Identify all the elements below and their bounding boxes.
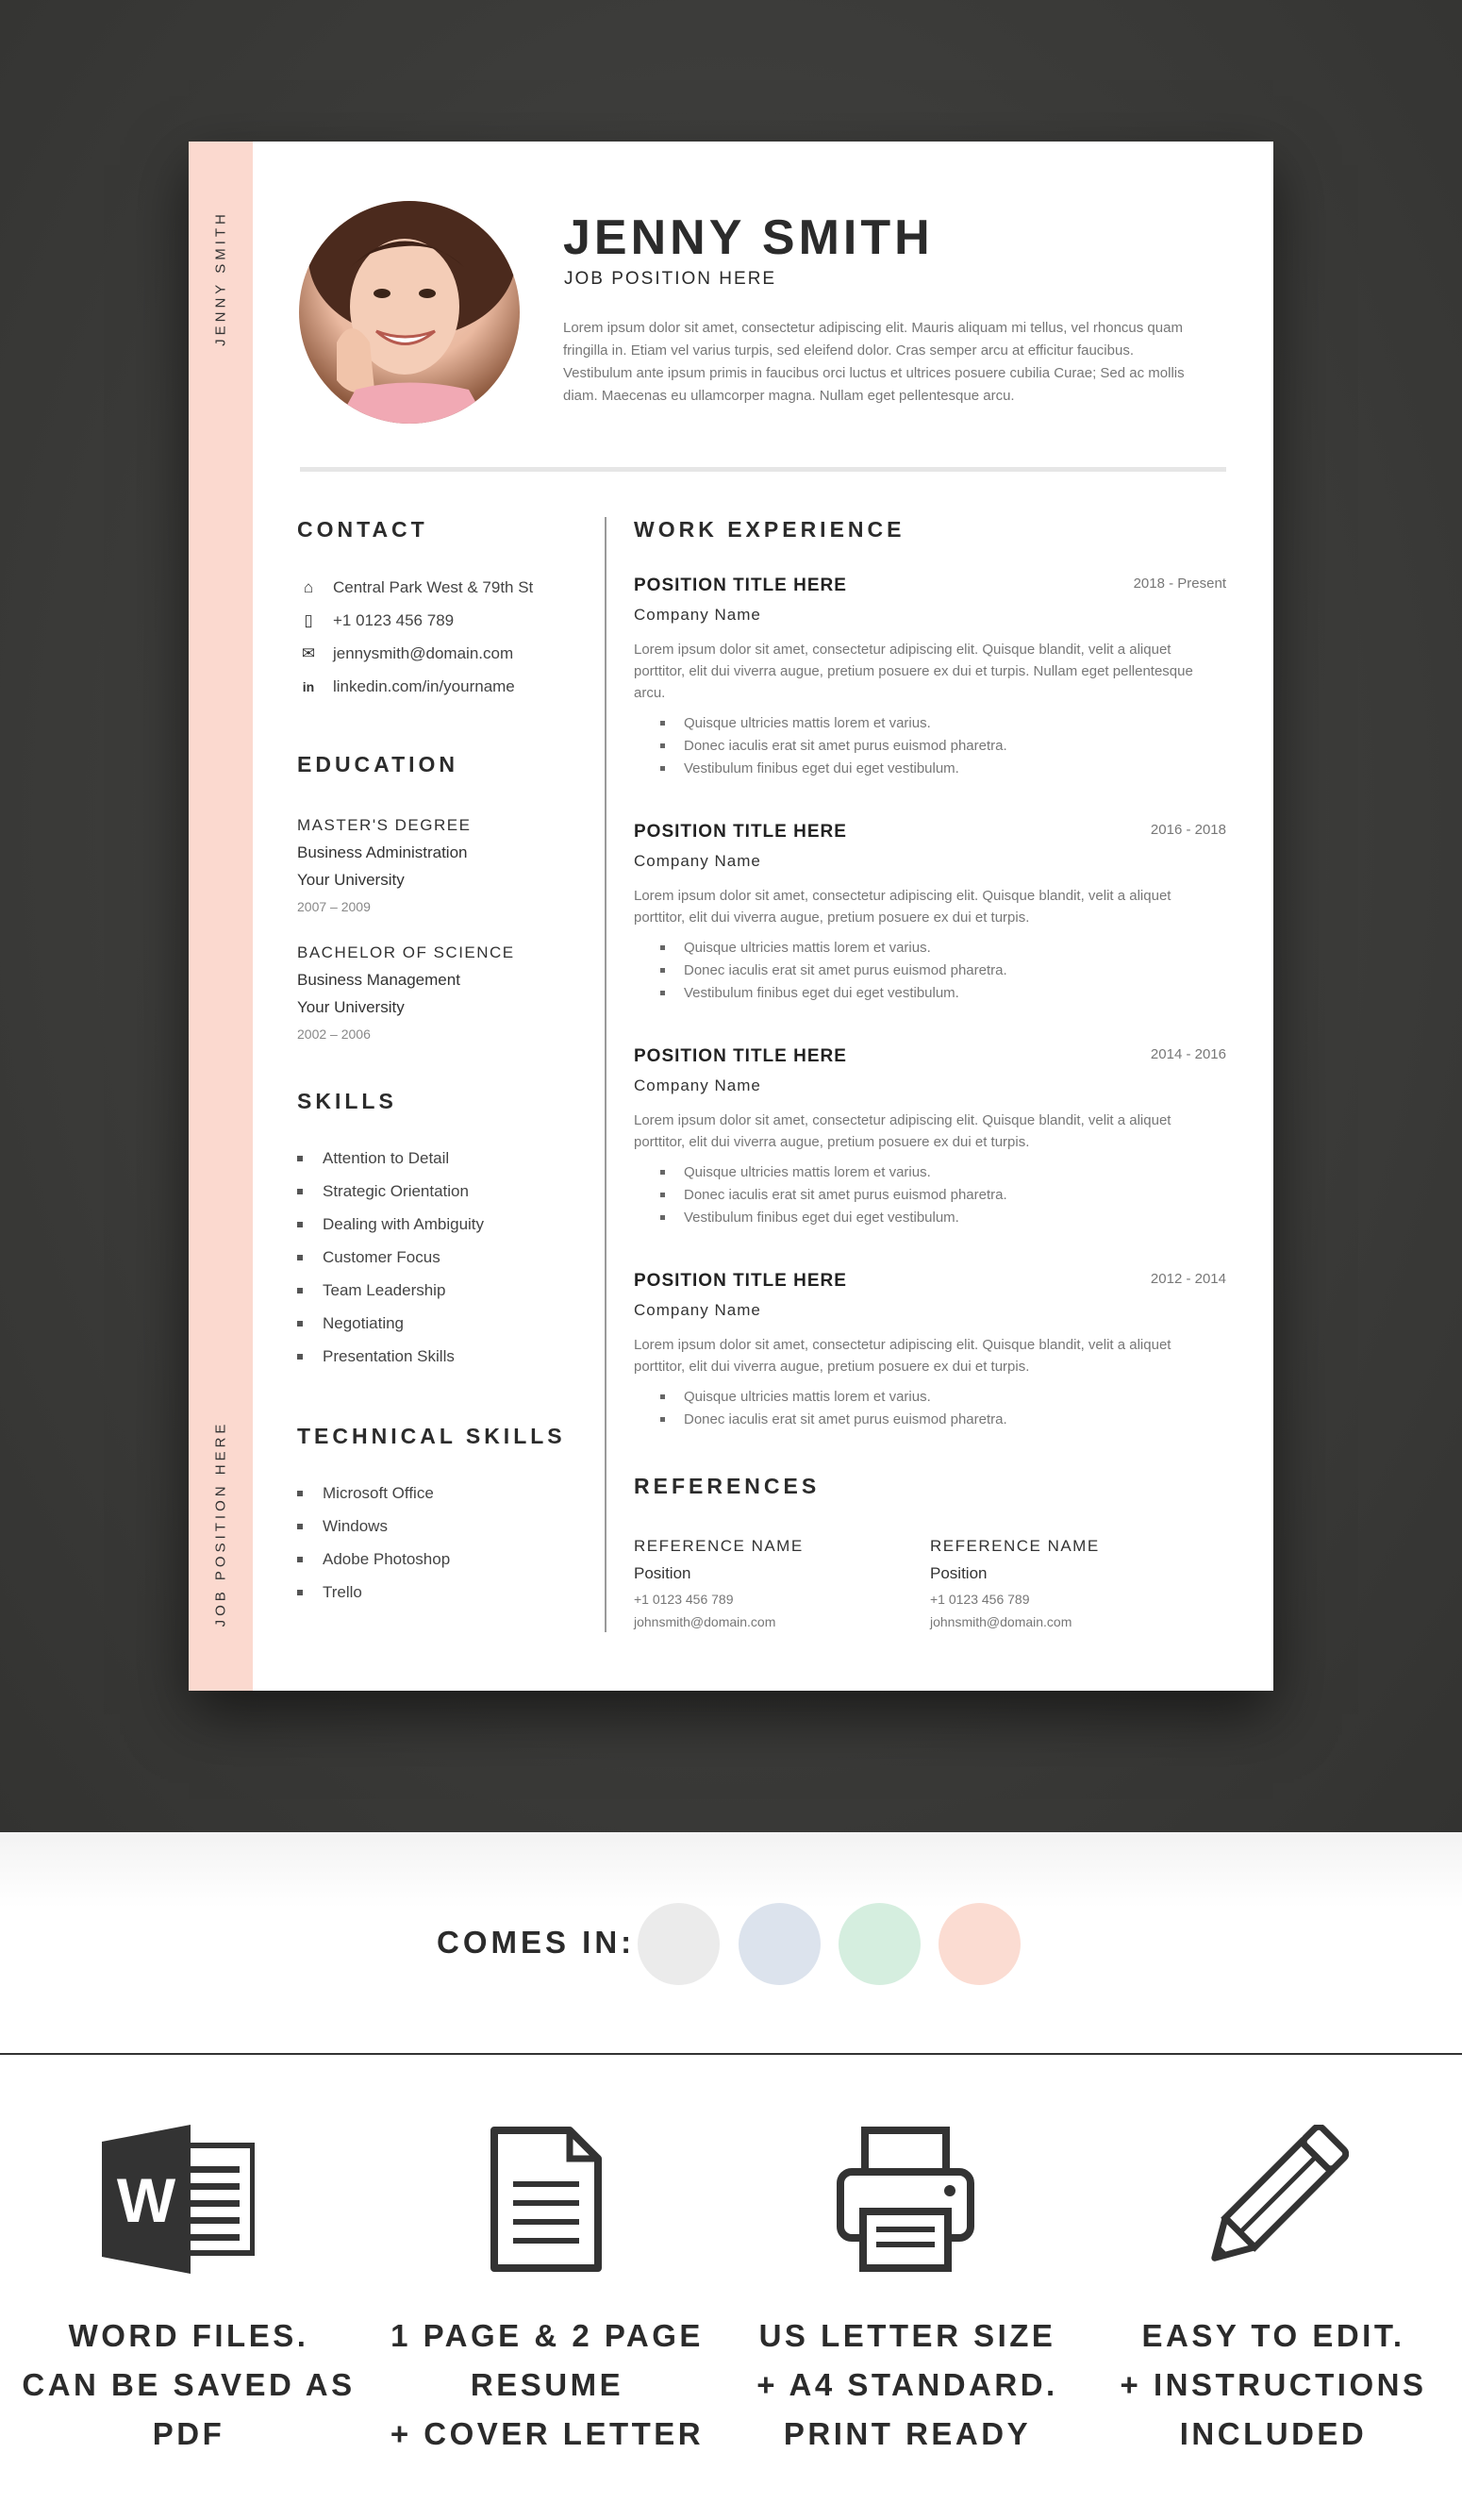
skills-heading: SKILLS	[297, 1089, 397, 1113]
reference-name: REFERENCE NAME	[930, 1537, 1100, 1555]
profile-photo	[299, 201, 520, 424]
contact-linkedin: in linkedin.com/in/yourname	[299, 677, 515, 696]
job-bullet: Vestibulum finibus eget dui eget vestibulum.	[660, 760, 959, 776]
work-experience-heading: WORK EXPERIENCE	[634, 517, 905, 542]
reference-email: johnsmith@domain.com	[930, 1614, 1072, 1629]
section-divider	[0, 2053, 1462, 2055]
pencil-icon	[1198, 2125, 1349, 2278]
education-degree: BACHELOR OF SCIENCE	[297, 943, 515, 961]
color-swatch-green[interactable]	[839, 1903, 921, 1985]
company-name: Company Name	[634, 852, 761, 870]
resume-sheet	[189, 142, 1273, 1691]
document-icon	[489, 2125, 604, 2278]
education-degree: MASTER'S DEGREE	[297, 816, 472, 834]
skill-item: Negotiating	[297, 1314, 404, 1333]
job-title: POSITION TITLE HERE	[634, 576, 847, 595]
education-field: Business Administration	[297, 843, 468, 861]
reference-position: Position	[930, 1564, 988, 1582]
reference-phone: +1 0123 456 789	[634, 1592, 734, 1607]
feature-easy-edit: EASY TO EDIT. + INSTRUCTIONS INCLUDED	[1120, 2318, 1427, 2451]
job-description: Lorem ipsum dolor sit amet, consectetur adipiscing elit. Quisque blandit, velit a aliquet porttitor, elit dui viverra augue, pretium posuere ex dui et turpis.	[634, 888, 1171, 926]
contact-address: ⌂ Central Park West & 79th St	[299, 578, 533, 597]
column-divider	[605, 517, 606, 1632]
linkedin-icon: in	[302, 679, 315, 694]
contact-heading: CONTACT	[297, 517, 428, 542]
skill-item: Strategic Orientation	[297, 1182, 469, 1201]
technical-skill-item: Trello	[297, 1583, 362, 1602]
skill-item: Team Leadership	[297, 1281, 445, 1300]
feature-print-size: US LETTER SIZE + A4 STANDARD. PRINT READY	[756, 2318, 1058, 2451]
backdrop-fade	[0, 1832, 1462, 1908]
envelope-icon: ✉	[301, 644, 316, 662]
side-name: JENNY SMITH	[212, 210, 229, 346]
feature-page-options: 1 PAGE & 2 PAGE RESUME + COVER LETTER	[390, 2318, 705, 2451]
word-icon	[102, 2125, 255, 2278]
phone-icon: ▯	[304, 611, 313, 629]
reference-phone: +1 0123 456 789	[930, 1592, 1030, 1607]
job-position: JOB POSITION HERE	[564, 269, 777, 289]
job-bullet: Donec iaculis erat sit amet purus euismod pharetra.	[660, 1187, 1007, 1203]
education-heading: EDUCATION	[297, 752, 459, 776]
job-dates: 2014 - 2016	[1150, 1046, 1226, 1062]
job-bullet: Vestibulum finibus eget dui eget vestibulum.	[660, 985, 959, 1001]
contact-phone: ▯ +1 0123 456 789	[299, 611, 454, 630]
job-bullet: Quisque ultricies mattis lorem et varius.	[660, 940, 931, 956]
comes-in-label: COMES IN:	[437, 1925, 636, 1960]
reference-email: johnsmith@domain.com	[634, 1614, 776, 1629]
education-field: Business Management	[297, 971, 460, 989]
reference-position: Position	[634, 1564, 691, 1582]
job-description: Lorem ipsum dolor sit amet, consectetur adipiscing elit. Quisque blandit, velit a aliquet porttitor, elit dui viverra augue, pretium posuere ex dui et turpis.	[634, 1112, 1171, 1150]
job-bullet: Vestibulum finibus eget dui eget vestibulum.	[660, 1210, 959, 1226]
job-bullet: Quisque ultricies mattis lorem et varius.	[660, 1164, 931, 1180]
skill-item: Attention to Detail	[297, 1149, 449, 1168]
education-years: 2007 – 2009	[297, 899, 371, 914]
color-swatch-blue[interactable]	[739, 1903, 821, 1985]
accent-stripe	[189, 142, 253, 1691]
job-bullet: Donec iaculis erat sit amet purus euismod pharetra.	[660, 1411, 1007, 1427]
feature-word-files: WORD FILES. CAN BE SAVED AS PDF	[22, 2318, 356, 2451]
portrait-illustration	[299, 201, 520, 424]
education-years: 2002 – 2006	[297, 1026, 371, 1042]
skill-item: Customer Focus	[297, 1248, 440, 1267]
company-name: Company Name	[634, 1076, 761, 1094]
job-title: POSITION TITLE HERE	[634, 1271, 847, 1291]
job-dates: 2012 - 2014	[1150, 1271, 1226, 1287]
job-title: POSITION TITLE HERE	[634, 822, 847, 842]
technical-skill-item: Adobe Photoshop	[297, 1550, 450, 1569]
color-swatch-pink[interactable]	[939, 1903, 1021, 1985]
svg-text:W: W	[116, 2165, 176, 2235]
home-icon: ⌂	[303, 578, 314, 596]
candidate-name: JENNY SMITH	[563, 210, 934, 265]
printer-icon	[835, 2125, 976, 2278]
job-title: POSITION TITLE HERE	[634, 1046, 847, 1066]
job-description: Lorem ipsum dolor sit amet, consectetur adipiscing elit. Quisque blandit, velit a aliquet porttitor, elit dui viverra augue, pretium posuere ex dui et turpis. Nullam eget pellentesque arcu.	[634, 642, 1193, 701]
job-bullet: Donec iaculis erat sit amet purus euismod pharetra.	[660, 962, 1007, 978]
profile-summary: Lorem ipsum dolor sit amet, consectetur adipiscing elit. Mauris aliquam mi tellus, vel rhoncus quam fringilla in. Etiam vel varius turpis, sed eleifend dolor. Cras semper arcu at efficitur faucibus. Vestibulum ante ipsum primis in faucibus orci luctus et ultrices posuere cubilia Curae; Sed ac mollis diam. Maecenas eu ullamcorper magna. Nullam eget pellentesque arcu.	[563, 320, 1185, 404]
reference-name: REFERENCE NAME	[634, 1537, 804, 1555]
technical-skill-item: Windows	[297, 1517, 388, 1536]
company-name: Company Name	[634, 1301, 761, 1319]
technical-skills-heading: TECHNICAL SKILLS	[297, 1424, 566, 1448]
header-divider	[300, 467, 1226, 472]
job-bullet: Quisque ultricies mattis lorem et varius.	[660, 1389, 931, 1405]
side-job: JOB POSITION HERE	[212, 1420, 229, 1627]
job-bullet: Quisque ultricies mattis lorem et varius.	[660, 715, 931, 731]
color-swatch-grey[interactable]	[638, 1903, 720, 1985]
job-bullet: Donec iaculis erat sit amet purus euismod pharetra.	[660, 738, 1007, 754]
education-school: Your University	[297, 871, 405, 889]
job-dates: 2018 - Present	[1133, 576, 1226, 592]
education-school: Your University	[297, 998, 405, 1016]
skill-item: Presentation Skills	[297, 1347, 455, 1366]
references-heading: REFERENCES	[634, 1474, 821, 1498]
contact-email: ✉ jennysmith@domain.com	[299, 644, 513, 663]
skill-item: Dealing with Ambiguity	[297, 1215, 484, 1234]
company-name: Company Name	[634, 606, 761, 624]
technical-skill-item: Microsoft Office	[297, 1484, 434, 1503]
job-dates: 2016 - 2018	[1150, 822, 1226, 838]
job-description: Lorem ipsum dolor sit amet, consectetur adipiscing elit. Quisque blandit, velit a aliquet porttitor, elit dui viverra augue, pretium posuere ex dui et turpis.	[634, 1337, 1171, 1375]
